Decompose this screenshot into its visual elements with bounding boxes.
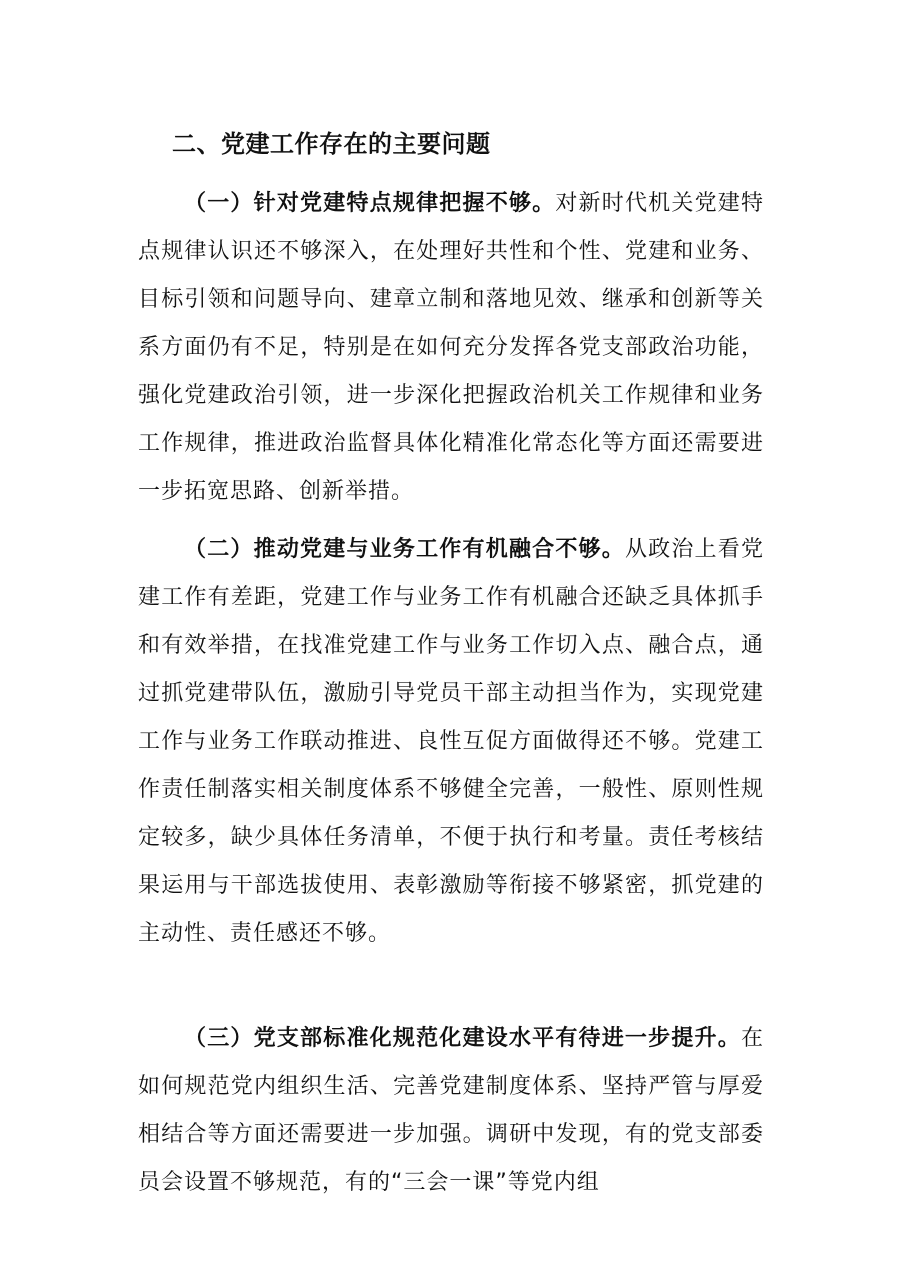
paragraph-2 [138, 526, 764, 958]
paragraph-1-text: 对新时代机关党建特点规律认识还不够深入，在处理好共性和个性、党建和业务、目标引领和问题导向、建章立制和落地见效、继承和创新等关系方面仍有不足，特别是在如何充分发挥各党支部政治功能，强化党建政治引领，进一步深化把握政治机关工作规律和业务工作规律，推进政治监督具体化精准化常态化等方面还需要进一步拓宽思路、创新举措。 [138, 191, 764, 504]
paragraph-3-lead: （三）党支部标准化规范化建设水平有待进一步提升。 [184, 1026, 741, 1051]
paragraph-2-text: 从政治上看党建工作有差距，党建工作与业务工作有机融合还缺乏具体抓手和有效举措，在找准党建工作与业务工作切入点、融合点，通过抓党建带队伍，激励引导党员干部主动担当作为，实现党建工作与业务工作联动推进、良性互促方面做得还不够。党建工作责任制落实相关制度体系不够健全完善，一般性、原则性规定较多，缺少具体任务清单，不便于执行和考量。责任考核结果运用与干部选拔使用、表彰激励等衔接不够紧密，抓党建的主动性、责任感还不够。 [138, 537, 764, 946]
section-heading: 二、党建工作存在的主要问题 [172, 130, 491, 158]
paragraph-1 [138, 180, 764, 516]
paragraph-3-text: 在如何规范党内组织生活、完善党建制度体系、坚持严管与厚爱相结合等方面还需要进一步加强。调研中发现，有的党支部委员会设置不够规范，有的“三会一课”等党内组 [138, 1026, 764, 1195]
paragraph-3 [138, 1015, 764, 1207]
paragraph-2-lead: （二）推动党建与业务工作有机融合不够。 [184, 537, 625, 562]
paragraph-1-lead: （一）针对党建特点规律把握不够。 [184, 191, 556, 216]
